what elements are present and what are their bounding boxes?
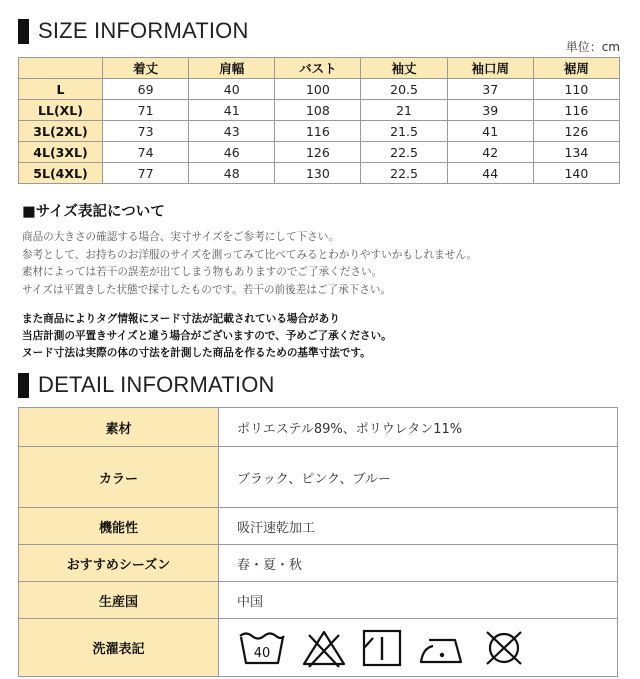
- size-value: 41: [189, 100, 275, 121]
- detail-row: [19, 508, 618, 545]
- detail-row: [19, 545, 618, 582]
- detail-row: [19, 408, 618, 447]
- size-value: 22.5: [361, 142, 447, 163]
- size-value: 126: [533, 121, 619, 142]
- size-table-header-cell: 袖丈: [361, 58, 447, 79]
- size-value: 48: [189, 163, 275, 184]
- detail-value: ポリエステル89%、ポリウレタン11%: [219, 408, 618, 447]
- detail-label: 素材: [19, 408, 219, 447]
- no-dry-clean-icon: [481, 628, 527, 668]
- detail-value: 中国: [219, 582, 618, 619]
- detail-label: 生産国: [19, 582, 219, 619]
- detail-information-heading: [18, 372, 275, 398]
- size-value: 46: [189, 142, 275, 163]
- size-value: 73: [103, 121, 189, 142]
- size-table-header-cell: 裾周: [533, 58, 619, 79]
- size-value: 110: [533, 79, 619, 100]
- no-bleach-icon: [301, 628, 347, 668]
- note-line: 参考として、お持ちのお洋服のサイズを測ってみて比べてみるとわかりやすいかもしれません。: [22, 248, 478, 261]
- size-value: 74: [103, 142, 189, 163]
- size-value: 37: [447, 79, 533, 100]
- wash-temp-text: 40: [253, 645, 271, 661]
- size-notes-title: ■サイズ表記について: [22, 204, 165, 220]
- size-table-row: [19, 142, 620, 163]
- bold-note-line: また商品によりタグ情報にヌード寸法が記載されている場合があり: [22, 313, 340, 325]
- detail-label: おすすめシーズン: [19, 545, 219, 582]
- size-value: 134: [533, 142, 619, 163]
- size-value: 108: [275, 100, 361, 121]
- detail-information-title: DETAIL INFORMATION: [38, 372, 275, 397]
- size-table-row: [19, 121, 620, 142]
- detail-row: [19, 619, 618, 677]
- size-label: L: [19, 79, 103, 100]
- size-value: 100: [275, 79, 361, 100]
- size-table-header-cell: 肩幅: [189, 58, 275, 79]
- bold-note-line: ヌード寸法は実際の体の寸法を計測した商品を作るための基準寸法です。: [22, 347, 371, 359]
- size-information-title: SIZE INFORMATION: [38, 18, 249, 43]
- size-value: 77: [103, 163, 189, 184]
- size-value: 126: [275, 142, 361, 163]
- size-value: 39: [447, 100, 533, 121]
- detail-label: 洗濯表記: [19, 619, 219, 677]
- size-value: 116: [275, 121, 361, 142]
- size-value: 41: [447, 121, 533, 142]
- heading-bar: [18, 373, 29, 398]
- size-table-header-row: [19, 58, 620, 79]
- note-line: 商品の大きさの確認する場合、実寸サイズをご参考にして下さい。: [22, 231, 339, 243]
- size-table-header-cell: 袖口周: [447, 58, 533, 79]
- size-table-header-cell: 着丈: [103, 58, 189, 79]
- care-icons: [237, 628, 617, 668]
- detail-table: [18, 407, 618, 677]
- size-value: 42: [447, 142, 533, 163]
- detail-value: 吸汗速乾加工: [219, 508, 618, 545]
- size-table-header-cell: [19, 58, 103, 79]
- size-table-row: [19, 100, 620, 121]
- care-icons-cell: [219, 619, 618, 677]
- size-value: 21: [361, 100, 447, 121]
- size-value: 140: [533, 163, 619, 184]
- size-table-header-cell: バスト: [275, 58, 361, 79]
- line-dry-icon: [361, 628, 403, 668]
- size-notes: [22, 229, 477, 299]
- size-value: 71: [103, 100, 189, 121]
- size-value: 22.5: [361, 163, 447, 184]
- note-line: 素材によっては若干の誤差が出てしまう物もありますのでご了承ください。: [22, 266, 383, 278]
- note-line: サイズは平置きした状態で採寸したものです。若干の前後差はご了承下さい。: [22, 283, 392, 296]
- size-value: 40: [189, 79, 275, 100]
- size-value: 116: [533, 100, 619, 121]
- size-table: [18, 57, 620, 184]
- detail-value: ブラック、ピンク、ブルー: [219, 447, 618, 508]
- size-label: 4L(3XL): [19, 142, 103, 163]
- wash-40-icon: [237, 628, 287, 668]
- detail-row: [19, 582, 618, 619]
- detail-value: 春・夏・秋: [219, 545, 618, 582]
- detail-row: [19, 447, 618, 508]
- size-table-row: [19, 163, 620, 184]
- size-table-row: [19, 79, 620, 100]
- size-label: 5L(4XL): [19, 163, 103, 184]
- iron-low-icon: [417, 628, 467, 668]
- size-value: 130: [275, 163, 361, 184]
- size-label: 3L(2XL): [19, 121, 103, 142]
- size-label: LL(XL): [19, 100, 103, 121]
- detail-label: 機能性: [19, 508, 219, 545]
- size-value: 43: [189, 121, 275, 142]
- unit-label: 単位：cm: [565, 40, 620, 54]
- nude-size-notes: [22, 311, 392, 362]
- size-value: 44: [447, 163, 533, 184]
- size-value: 20.5: [361, 79, 447, 100]
- heading-bar: [18, 19, 29, 44]
- detail-label: カラー: [19, 447, 219, 508]
- size-value: 21.5: [361, 121, 447, 142]
- bold-note-line: 当店計測の平置きサイズと違う場合がございますので、予めご了承ください。: [22, 330, 392, 342]
- size-information-heading: [18, 18, 249, 44]
- size-value: 69: [103, 79, 189, 100]
